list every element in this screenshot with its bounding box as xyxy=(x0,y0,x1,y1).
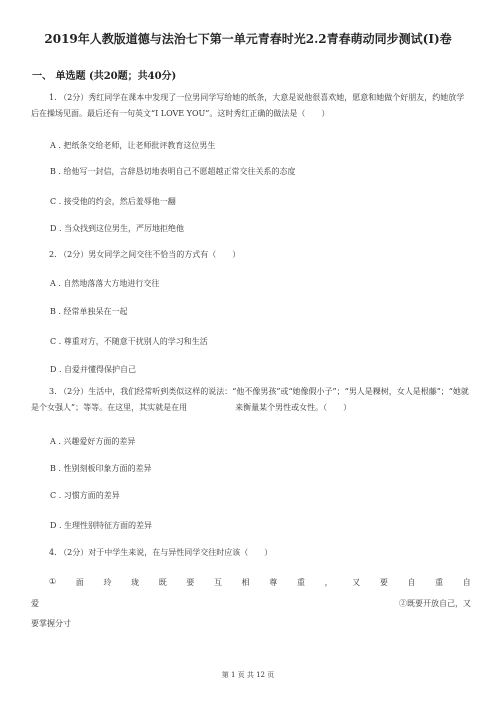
document-title: 2019年人教版道德与法治七下第一单元青春时光2.2青春萌动同步测试(I)卷 xyxy=(44,32,452,46)
question-2: 2. （2分）男女同学之间交往不恰当的方式有（ ） xyxy=(49,250,241,259)
q2-option-b: B . 经常单独呆在一起 xyxy=(50,307,128,316)
q3-option-d: D . 生理性别特征方面的差异 xyxy=(50,521,153,530)
q4-line2-left: 爱 xyxy=(31,599,39,608)
question-4: 4. （2分）对于中学生来说，在与异性同学交往时应该（ ） xyxy=(49,548,273,557)
q4-char: 重 xyxy=(435,578,444,587)
q4-char: 重 xyxy=(296,578,305,587)
q4-choice-line-3 xyxy=(31,618,471,629)
q1-option-b: B . 给他写一封信，言辞恳切地表明自己不愿超越正常交往关系的态度 xyxy=(50,167,296,176)
q4-char: 互 xyxy=(214,578,223,587)
question-1: 1. （2分）秀红同学在课本中发现了一位男同学写给她的纸条，大意是说他很喜欢她，愿意和她做个好朋友，约她放学后在操场见面。最后还有一句英文“I LOVE YOU”。这时秀红正确的做法是（ ） xyxy=(31,93,465,118)
q4-char: 玲 xyxy=(103,578,112,587)
page-footer: 第 1 页 共 12 页 xyxy=(221,671,275,679)
q4-char: 自 xyxy=(462,578,471,587)
q3-option-a: A . 兴趣爱好方面的差异 xyxy=(50,437,136,446)
q4-char: ， xyxy=(324,578,333,587)
q4-char: 要 xyxy=(379,578,388,587)
q4-char: 既 xyxy=(158,578,167,587)
q4-char: 又 xyxy=(352,578,361,587)
question-3: 3. （2分）生活中，我们经常听到类似这样的说法：“他不像男孩”或“她像假小子”；“男人是粿树，女人是根藤”；“她就是个女强人”；等等。在这里，其实就是在用 来衡量某个男性或女性。（ ） xyxy=(31,387,469,412)
q4-line3: 要掌握分寸 xyxy=(31,619,71,628)
q3-option-c: C . 习惯方面的差异 xyxy=(50,491,120,500)
q4-char: 珑 xyxy=(131,578,140,587)
q4-char: ① xyxy=(49,577,57,586)
q4-char: 相 xyxy=(241,578,250,587)
q2-option-c: C . 尊重对方，不随意干扰别人的学习和生活 xyxy=(50,337,208,346)
q4-char: 面 xyxy=(75,578,84,587)
q4-choice-line-2 xyxy=(31,598,471,609)
q1-option-a: A . 把纸条交给老师，让老师批评教育这位男生 xyxy=(50,141,216,150)
q4-char: 自 xyxy=(407,578,416,587)
q1-option-d: D . 当众找到这位男生，严厉地拒绝他 xyxy=(50,224,185,233)
q4-line2-right: ②既要开放自己，又 xyxy=(399,599,471,608)
q2-option-d: D . 自爱并懂得保护自己 xyxy=(50,365,137,374)
q3-option-b: B . 性别刻板印象方面的差异 xyxy=(50,464,152,473)
q1-option-c: C . 接受他的约会，然后羞辱他一翻 xyxy=(50,197,176,206)
section-heading: 一、 单选题 (共20题；共40分) xyxy=(32,71,177,82)
q4-char: 尊 xyxy=(269,578,278,587)
q4-choice-line-1 xyxy=(31,577,471,588)
q2-option-a: A . 自然地落落大方地进行交往 xyxy=(50,279,160,288)
q4-char: 要 xyxy=(186,578,195,587)
